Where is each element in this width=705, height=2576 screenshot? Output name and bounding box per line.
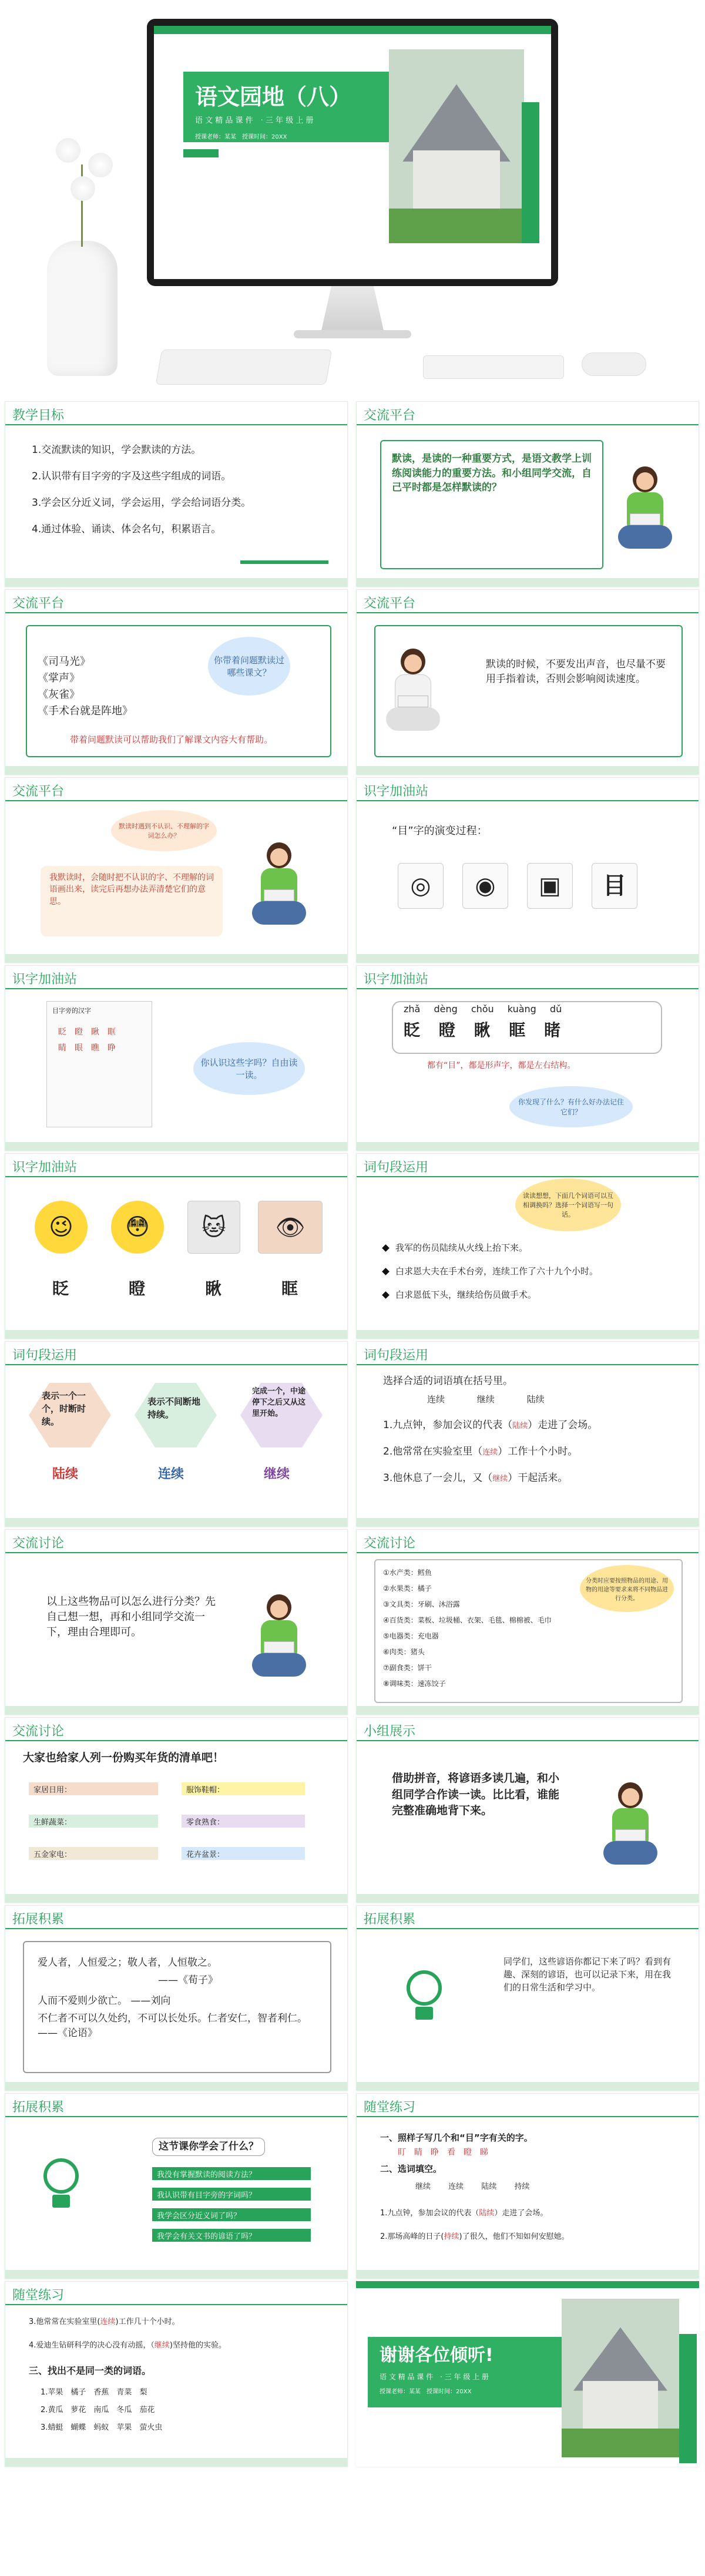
book-title: 《手术台就是阵地》 bbox=[38, 705, 133, 717]
question-cloud: 默读时遇到不认识、不理解的字词怎么办？ bbox=[111, 810, 217, 851]
slide-exchange-1 bbox=[356, 401, 699, 587]
list-field: 零食熟食： bbox=[182, 1815, 305, 1828]
slide-extension-2 bbox=[356, 1905, 699, 2091]
meaning-box: 表示一个一个，时断时续。 bbox=[42, 1391, 86, 1427]
list-field: 家居日用： bbox=[29, 1782, 158, 1795]
cat-photo-icon: 🐱 bbox=[187, 1201, 240, 1254]
slide-tag: 教学目标 bbox=[12, 408, 65, 423]
slide-literacy-1 bbox=[356, 777, 699, 963]
char: 眨 bbox=[52, 1279, 69, 1298]
category-item: ⑦副食类：饼干 bbox=[383, 1664, 432, 1672]
word-option: 继续 bbox=[476, 1394, 495, 1405]
slide-title: 大家也给家人列一份购买年货的清单吧！ bbox=[23, 1751, 224, 1764]
house-photo bbox=[389, 49, 524, 243]
slide-discussion-2 bbox=[356, 1529, 699, 1715]
oracle-eye-glyph: ◎ bbox=[398, 863, 444, 909]
cover-slide bbox=[154, 26, 551, 279]
category-item: ④百货类：菜板、垃圾桶、衣架、毛毯、棉棉被、毛巾 bbox=[383, 1616, 552, 1624]
goal-item: 1.交流默读的知识，学会默读的方法。 bbox=[32, 444, 202, 456]
answer: 连续 bbox=[100, 2318, 116, 2326]
goal-item: 3.学会区分近义词，学会运用，学会给词语分类。 bbox=[32, 497, 251, 509]
chart-word: 瞧 bbox=[91, 1043, 99, 1053]
girl-book-illustration bbox=[386, 649, 439, 737]
pinyin: chǒu bbox=[471, 1003, 494, 1015]
slide-tag: 随堂练习 bbox=[12, 2288, 65, 2303]
monitor-stand-base bbox=[294, 330, 411, 338]
blinking-face-icon: 😉 bbox=[35, 1201, 88, 1254]
flower-icon bbox=[70, 176, 95, 201]
lightbulb-icon bbox=[29, 2147, 93, 2223]
slide-exchange-3 bbox=[356, 589, 699, 775]
pinyin: kuàng bbox=[507, 1003, 536, 1015]
sentence: 我军的伤员陆续从火线上抬下来。 bbox=[395, 1242, 528, 1253]
sentence: ）工作十个小时。 bbox=[498, 1446, 578, 1457]
girl-reading-illustration bbox=[618, 466, 671, 555]
question: 一、照样子写几个和“目”字有关的字。 bbox=[380, 2132, 533, 2143]
slide-word-use-1 bbox=[356, 1153, 699, 1339]
list-field: 五金家电： bbox=[29, 1847, 158, 1860]
slide-note: 带着问题默读可以帮助我们了解课文内容大有帮助。 bbox=[70, 734, 273, 745]
question-cloud: 你带着问题默读过哪些课文？ bbox=[208, 637, 290, 696]
chart-word: 瞅 bbox=[91, 1027, 99, 1037]
thanks-title: 谢谢各位倾听! bbox=[380, 2345, 494, 2366]
category-item: ⑥肉类：猪头 bbox=[383, 1648, 425, 1656]
word-option: 继续 bbox=[415, 2182, 431, 2191]
exercise-intro: 选择合适的词语填在括号里。 bbox=[383, 1375, 513, 1387]
slide-tag: 拓展积累 bbox=[364, 1912, 416, 1927]
char: 眨 bbox=[404, 1020, 421, 1040]
quote-line: 人而不爱则少欲亡。 ——刘向 bbox=[38, 1995, 171, 2007]
char: 瞅 bbox=[474, 1020, 491, 1040]
sentence: 1.九点钟，参加会议的代表（ bbox=[380, 2209, 479, 2218]
question-cloud: 你认识这些字吗？自由读一读。 bbox=[193, 1042, 305, 1095]
char: 眶 bbox=[509, 1020, 526, 1040]
goal-item: 2.认识带有目字旁的字及这些字组成的词语。 bbox=[32, 471, 231, 482]
answer: 连续 bbox=[482, 1448, 498, 1457]
category-item: ②水果类：橘子 bbox=[383, 1584, 432, 1593]
slide-tag: 识字加油站 bbox=[12, 972, 78, 987]
staring-face-icon: 😳 bbox=[111, 1201, 164, 1254]
slide-discussion-3 bbox=[5, 1717, 348, 1903]
list-field: 生鲜蔬菜： bbox=[29, 1815, 158, 1828]
slide-tag: 识字加油站 bbox=[364, 972, 429, 987]
girl-reading-illustration bbox=[252, 1594, 305, 1682]
flower-icon bbox=[56, 138, 80, 163]
slide-text: 借助拼音，将谚语多读几遍，和小组同学合作读一读。比比看，谁能完整准确地背下来。 bbox=[392, 1772, 560, 1818]
thanks-meta: 授课老师：某某 授课时间：20XX bbox=[380, 2389, 472, 2395]
question: 三、找出不是同一类的词语。 bbox=[29, 2365, 152, 2376]
char: 瞪 bbox=[438, 1020, 455, 1040]
question-cloud: 读读想想，下面几个词语可以互相调换吗？选择一个词语写一句话。 bbox=[515, 1178, 621, 1231]
pinyin: zhǎ bbox=[404, 1003, 421, 1015]
book-title: 《灰雀》 bbox=[38, 688, 80, 701]
slide-literacy-4 bbox=[5, 1153, 348, 1339]
girl-reading-illustration bbox=[252, 842, 305, 931]
slide-tag: 交流平台 bbox=[12, 784, 65, 799]
slide-title: 这节课你学会了什么？ bbox=[152, 2138, 265, 2156]
cover-title: 语文园地（八） bbox=[195, 84, 352, 110]
sentence: )了很久，他们不知如何安慰她。 bbox=[459, 2232, 569, 2241]
keyboard-numpad bbox=[423, 355, 564, 379]
char: 瞪 bbox=[129, 1279, 146, 1298]
answer: 陆续 bbox=[479, 2209, 495, 2218]
house-photo bbox=[562, 2299, 679, 2457]
word-label: 连续 bbox=[158, 1467, 184, 1482]
slide-extension-1 bbox=[5, 1905, 348, 2091]
slide-thanks bbox=[356, 2281, 699, 2467]
slide-discussion-1 bbox=[5, 1529, 348, 1715]
question: 二、选词填空。 bbox=[380, 2164, 442, 2174]
slide-tag: 交流平台 bbox=[364, 408, 416, 423]
thanks-subtitle: 语 文 精 品 课 件 · 三 年 级 上 册 bbox=[380, 2373, 489, 2381]
char: 睹 bbox=[544, 1020, 561, 1040]
goal-item: 4.通过体验、诵读、体会名句，积累语言。 bbox=[32, 523, 221, 535]
review-item: 我没有掌握默读的阅读方法？ bbox=[152, 2167, 311, 2180]
quote-line: 不仁者不可以久处约，不可以长处乐。仁者安仁，智者利仁。 ——《论语》 bbox=[38, 2013, 307, 2039]
seal-eye-glyph: ▣ bbox=[527, 863, 573, 909]
sentence: 4.爱迪生钻研科学的决心没有动摇，（ bbox=[29, 2341, 155, 2350]
slide-literacy-2 bbox=[5, 965, 348, 1151]
chart-word: 睛 bbox=[58, 1043, 66, 1053]
slide-exchange-4 bbox=[5, 777, 348, 963]
bronze-eye-glyph: ◉ bbox=[462, 863, 508, 909]
chart-title: 目字旁的汉字 bbox=[52, 1007, 91, 1015]
slide-extension-3 bbox=[5, 2093, 348, 2279]
word-option: 持续 bbox=[514, 2182, 530, 2191]
slide-text: 默读，是读的一种重要方式，是语文教学上训练阅读能力的重要方法。和小组同学交流，自己平时都是怎样默读的？ bbox=[392, 453, 592, 494]
category-item: ③文具类：牙刷、沐浴露 bbox=[383, 1600, 460, 1608]
list-field: 花卉盆景： bbox=[182, 1847, 305, 1860]
sentence: ）走进了会场。 bbox=[528, 1419, 598, 1431]
quote-line: 爱人者，人恒爱之；敬人者，人恒敬之。 bbox=[38, 1957, 217, 1969]
lightbulb-icon bbox=[392, 1959, 456, 2035]
chart-word: 眨 bbox=[58, 1027, 66, 1037]
word-option: 陆续 bbox=[481, 2182, 497, 2191]
word-label: 陆续 bbox=[52, 1467, 79, 1482]
modern-eye-glyph: 目 bbox=[592, 863, 637, 909]
book-title: 《掌声》 bbox=[38, 672, 80, 684]
eye-photo-icon: 👁 bbox=[258, 1201, 323, 1254]
question-cloud: 你发现了什么？有什么好办法记住它们？ bbox=[509, 1086, 633, 1127]
slide-tag: 词句段运用 bbox=[364, 1160, 429, 1175]
book-title: 《司马光》 bbox=[38, 656, 90, 668]
slide-text: 同学们，这些谚语你都记下来了吗？看到有趣、深刻的谚语，也可以记录下来，用在我们的日常生活和学习中。 bbox=[503, 1956, 672, 1993]
answer: 持续 bbox=[444, 2232, 459, 2241]
slide-word-use-2 bbox=[5, 1341, 348, 1527]
slide-text: 我默读时，会随时把不认识的字、不理解的词语画出来，读完后再想办法弄清楚它们的意思。 bbox=[49, 873, 214, 906]
sentence: 白求恩大夫在手术台旁，连续工作了六十九个小时。 bbox=[395, 1266, 599, 1277]
category-item: ⑧调味类：速冻饺子 bbox=[383, 1680, 446, 1688]
slide-tag: 词句段运用 bbox=[12, 1348, 78, 1363]
word-label: 继续 bbox=[264, 1467, 290, 1482]
sentence: 白求恩低下头，继续给伤员做手术。 bbox=[395, 1289, 537, 1300]
chart-word: 睁 bbox=[108, 1043, 116, 1053]
slide-tag: 交流讨论 bbox=[12, 1724, 65, 1739]
sentence: 2.那场高峰的日子( bbox=[380, 2232, 444, 2241]
cover-teacher: 授课老师：某某 bbox=[195, 134, 236, 140]
sentence: ）走进了会场。 bbox=[494, 2209, 548, 2218]
sentence: 2.他常常在实验室里（ bbox=[383, 1446, 483, 1457]
slide-tag: 交流平台 bbox=[12, 596, 65, 611]
word-option: 连续 bbox=[427, 1394, 445, 1405]
review-item: 我学会区分近义词了吗？ bbox=[152, 2208, 311, 2221]
word-row: 3.蜻蜓 蝴蝶 蚂蚁 苹果 萤火虫 bbox=[41, 2423, 163, 2432]
slide-tag: 识字加油站 bbox=[12, 1160, 78, 1175]
word-row: 1.苹果 橘子 香蕉 青菜 梨 bbox=[41, 2388, 147, 2397]
sentence: )工作几十个小时。 bbox=[115, 2318, 180, 2326]
slide-word-use-3 bbox=[356, 1341, 699, 1527]
slide-note: 都有“目”，都是形声字，都是左右结构。 bbox=[427, 1061, 576, 1070]
slide-literacy-3 bbox=[356, 965, 699, 1151]
cover-hero bbox=[0, 0, 705, 399]
word-option: 连续 bbox=[448, 2182, 464, 2191]
slide-tag: 识字加油站 bbox=[364, 784, 429, 799]
pinyin: dǔ bbox=[549, 1003, 562, 1015]
slide-text: “目”字的演变过程： bbox=[392, 825, 488, 837]
meaning-box: 完成一个，中途停下之后又从这里开始。 bbox=[252, 1387, 306, 1418]
slide-practice-1 bbox=[356, 2093, 699, 2279]
vase-decoration bbox=[47, 241, 118, 376]
pinyin: dèng bbox=[434, 1003, 458, 1015]
word-option: 陆续 bbox=[526, 1394, 545, 1405]
mouse bbox=[582, 352, 646, 376]
answer: 继续 bbox=[492, 1475, 508, 1483]
slide-tag: 拓展积累 bbox=[12, 2100, 65, 2115]
answer: 盯 睛 睁 看 瞪 睇 bbox=[398, 2148, 488, 2157]
category-item: ①水产类：鳕鱼 bbox=[383, 1569, 432, 1577]
meaning-box: 表示不间断地持续。 bbox=[147, 1396, 201, 1420]
char: 眶 bbox=[281, 1279, 298, 1298]
slide-tag: 拓展积累 bbox=[12, 1912, 65, 1927]
quote-source: ——《荀子》 bbox=[158, 1974, 218, 1986]
sentence: 3.他常常在实验室里( bbox=[29, 2318, 100, 2326]
sentence: ）干起活来。 bbox=[508, 1472, 568, 1484]
chart-word: 瞪 bbox=[75, 1027, 83, 1037]
sentence: )坚持他的实验。 bbox=[169, 2341, 226, 2350]
slide-teaching-goals bbox=[5, 401, 348, 587]
slide-tag: 随堂练习 bbox=[364, 2100, 416, 2115]
cover-date: 授课时间：20XX bbox=[242, 134, 287, 140]
girl-reading-illustration bbox=[603, 1782, 656, 1870]
answer: 继续 bbox=[154, 2341, 170, 2350]
category-item: ⑤电器类：充电器 bbox=[383, 1632, 439, 1640]
slide-text: 以上这些物品可以怎么进行分类？先自己想一想，再和小组同学交流一下，理由合理即可。 bbox=[46, 1596, 216, 1639]
cover-subtitle: 语 文 精 品 课 件 · 三 年 级 上 册 bbox=[195, 116, 314, 125]
list-field: 服饰鞋帽： bbox=[182, 1782, 305, 1795]
chart-word: 眼 bbox=[75, 1043, 83, 1053]
slide-exchange-2 bbox=[5, 589, 348, 775]
slide-text: 默读的时候，不要发出声音，也尽量不要用手指着读，否则会影响阅读速度。 bbox=[486, 659, 666, 685]
review-item: 我认识带有目字旁的字词吗？ bbox=[152, 2188, 311, 2201]
monitor bbox=[147, 19, 558, 286]
slide-tag: 交流讨论 bbox=[12, 1536, 65, 1551]
slide-tag: 词句段运用 bbox=[364, 1348, 429, 1363]
slide-tag: 小组展示 bbox=[364, 1724, 416, 1739]
sentence: 3.他休息了一会儿，又（ bbox=[383, 1472, 493, 1484]
monitor-stand bbox=[317, 286, 388, 333]
flower-icon bbox=[88, 153, 113, 177]
chart-word: 眶 bbox=[108, 1027, 116, 1037]
answer: 陆续 bbox=[512, 1422, 528, 1430]
slide-tag: 交流平台 bbox=[364, 596, 416, 611]
review-item: 我学会有关文书的谚语了吗？ bbox=[152, 2229, 311, 2242]
sentence: 1.九点钟，参加会议的代表（ bbox=[383, 1419, 513, 1431]
slide-practice-2 bbox=[5, 2281, 348, 2467]
slide-tag: 交流讨论 bbox=[364, 1536, 416, 1551]
keyboard bbox=[156, 350, 333, 385]
hint-cloud: 分类时应要按照物品的用途、用物的用途等要求来将不同物品进行分类。 bbox=[580, 1565, 674, 1612]
word-row: 2.黄瓜 萝花 南瓜 冬瓜 茄花 bbox=[41, 2406, 155, 2414]
char: 瞅 bbox=[205, 1279, 222, 1298]
slide-group-show bbox=[356, 1717, 699, 1903]
